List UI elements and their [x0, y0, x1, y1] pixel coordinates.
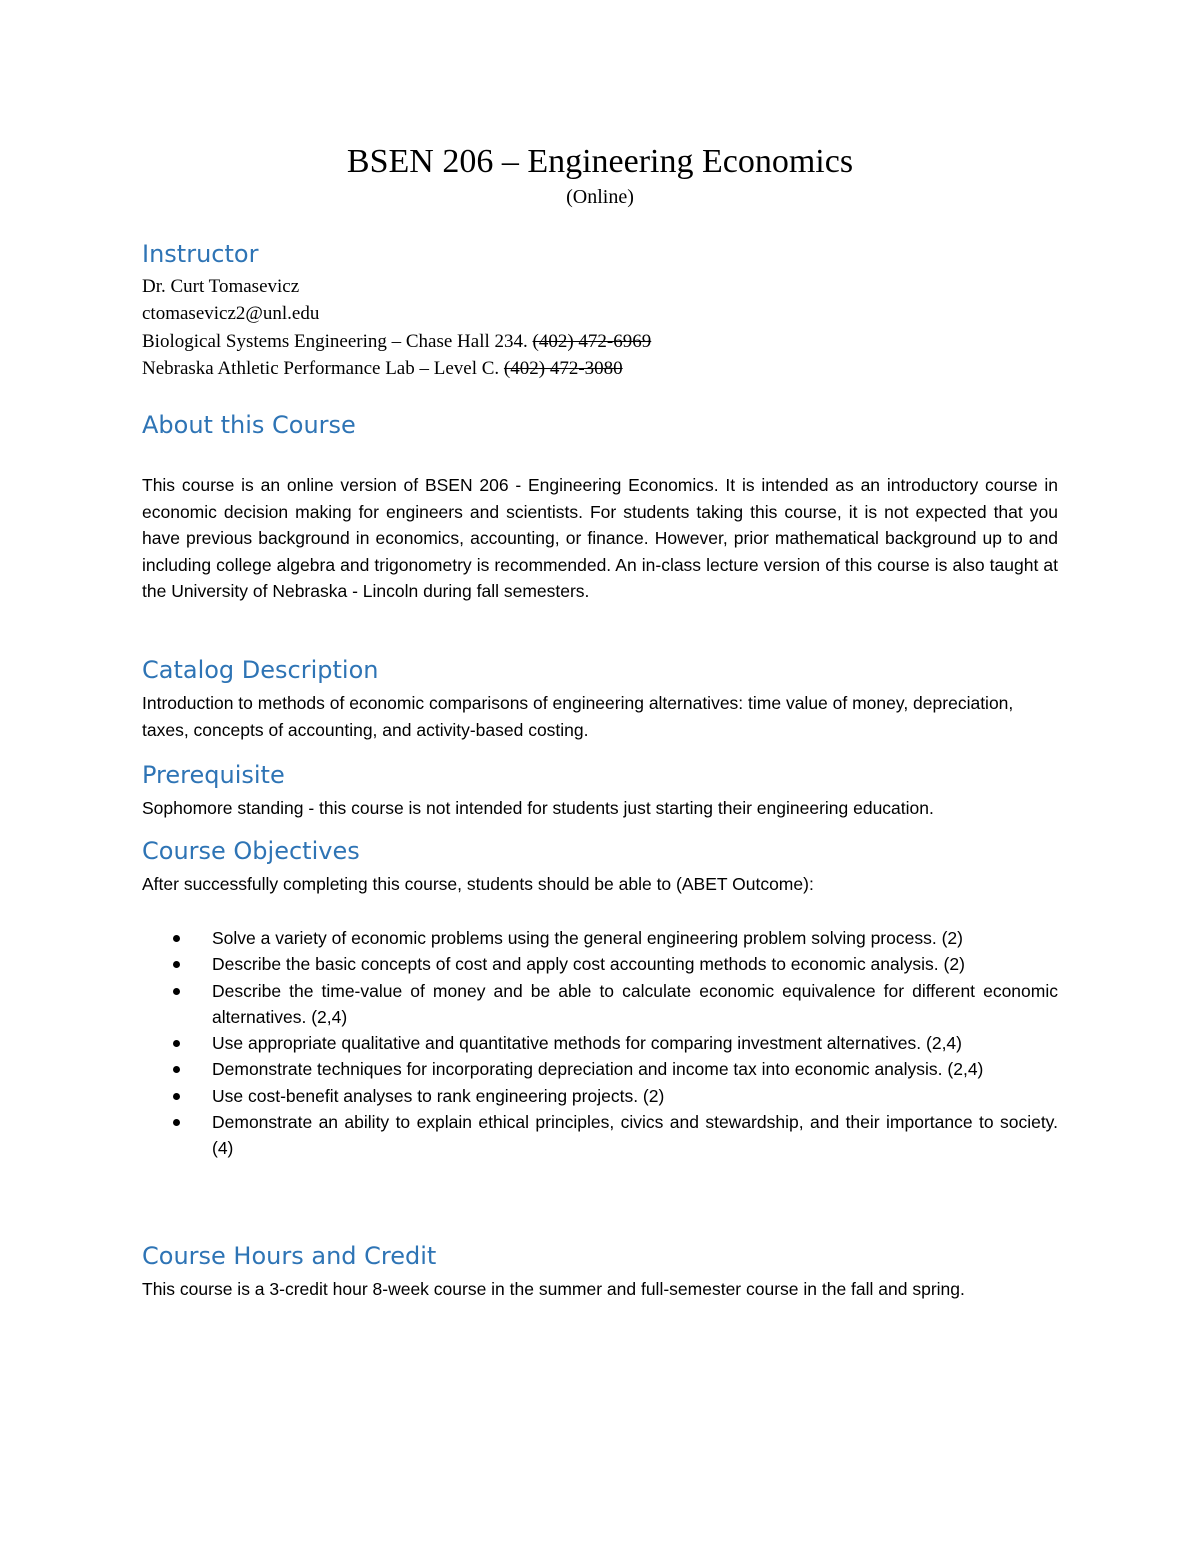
objective-text: Describe the basic concepts of cost and apply cost accounting methods to economic analysis. (2) [212, 954, 965, 975]
about-text: This course is an online version of BSEN 206 - Engineering Economics. It is intended as an introductory course in economic decision making for engineers and scientists. For students taking this course, it is not expected that you have previous background in economics, accounting, or finance. However, prior mathematical background up to and including college algebra and trigonometry is recommended. An in-class lecture version of this course is also taught at the University of Nebraska - Lincoln during fall semesters. [142, 475, 1058, 601]
objective-item [142, 1083, 1058, 1109]
bullet-icon [173, 1066, 180, 1073]
objective-item [142, 1056, 1058, 1082]
bullet-icon [173, 1093, 180, 1100]
instructor-office-2 [142, 355, 623, 382]
instructor-heading: Instructor [142, 240, 259, 268]
objective-text: Describe the time-value of money and be able to calculate economic equivalence for different economic alternatives. (2,4) [212, 980, 1058, 1027]
office-1-phone: (402) 472-6969 [532, 331, 652, 352]
hours-heading: Course Hours and Credit [142, 1242, 437, 1270]
office-2-location: Nebraska Athletic Performance Lab – Level C. [142, 358, 500, 379]
objective-item [142, 925, 1058, 951]
about-heading: About this Course [142, 411, 356, 439]
bullet-icon [173, 988, 180, 995]
objective-text: Demonstrate an ability to explain ethical principles, civics and stewardship, and their importance to society. (4) [212, 1112, 1058, 1159]
prerequisite-heading: Prerequisite [142, 761, 285, 789]
bullet-icon [173, 961, 180, 968]
objectives-intro: After successfully completing this course, students should be able to (ABET Outcome): [142, 874, 814, 894]
objectives-list [142, 925, 1058, 1162]
office-1-location: Biological Systems Engineering – Chase Hall 234. [142, 331, 528, 352]
document-title: BSEN 206 – Engineering Economics [346, 143, 854, 180]
objective-text: Use appropriate qualitative and quantitative methods for comparing investment alternatives. (2,4) [212, 1033, 962, 1054]
bullet-icon [173, 1040, 180, 1047]
instructor-office-1 [142, 328, 651, 355]
bullet-icon [173, 1119, 180, 1126]
bullet-icon [173, 935, 180, 942]
objective-item [142, 1030, 1058, 1056]
instructor-email: ctomasevicz2@unl.edu [142, 303, 320, 324]
hours-text: This course is a 3-credit hour 8-week course in the summer and full-semester course in the fall and spring. [142, 1279, 965, 1299]
catalog-heading: Catalog Description [142, 656, 379, 684]
instructor-name: Dr. Curt Tomasevicz [142, 276, 300, 297]
objective-item [142, 1109, 1058, 1162]
objectives-heading: Course Objectives [142, 837, 360, 865]
office-2-phone: (402) 472-3080 [503, 358, 623, 379]
prerequisite-text: Sophomore standing - this course is not intended for students just starting their engineering education. [142, 798, 934, 818]
catalog-text: Introduction to methods of economic comparisons of engineering alternatives: time value of money, depreciation, taxes, concepts of accounting, and activity-based costing. [142, 693, 1014, 740]
objective-text: Use cost-benefit analyses to rank engineering projects. (2) [212, 1085, 665, 1106]
objective-item [142, 951, 1058, 977]
objective-text: Demonstrate techniques for incorporating depreciation and income tax into economic analysis. (2,4) [212, 1059, 984, 1080]
document-subtitle: (Online) [566, 186, 634, 208]
objective-text: Solve a variety of economic problems using the general engineering problem solving process. (2) [212, 928, 963, 948]
objective-item [142, 978, 1058, 1031]
